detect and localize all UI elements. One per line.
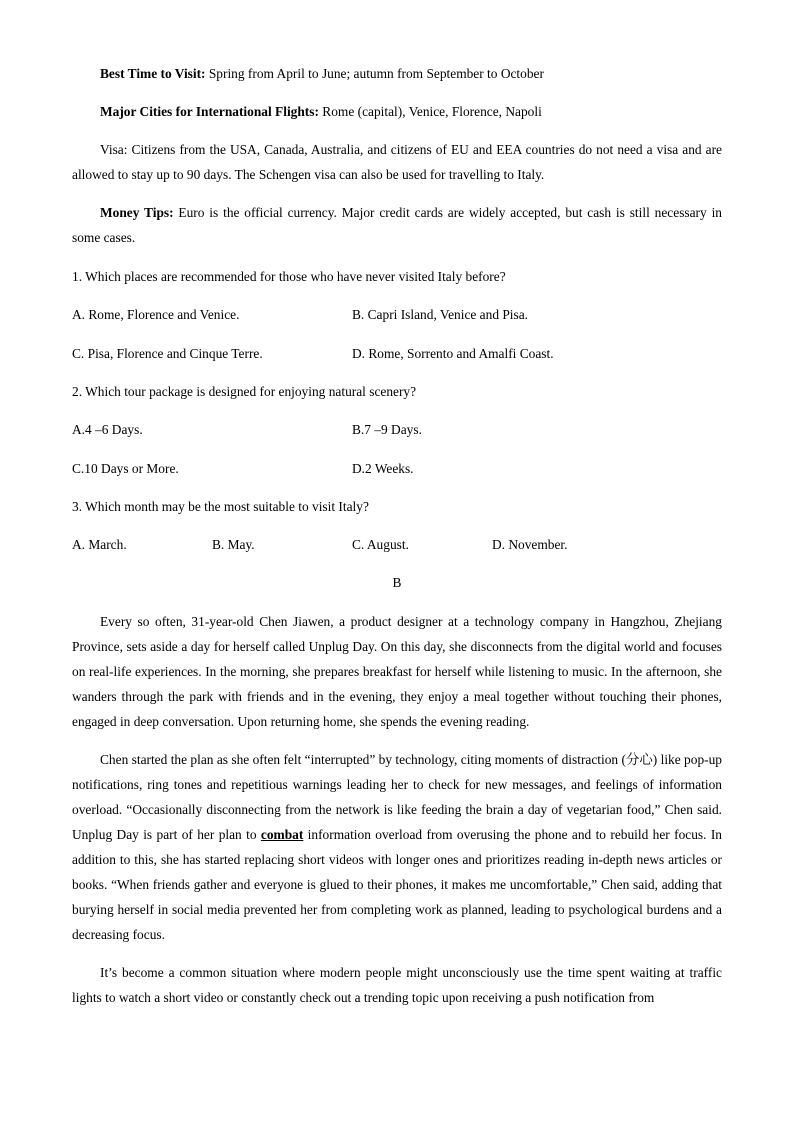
best-time-label: Best Time to Visit: [100,66,206,81]
q2-option-d: D.2 Weeks. [352,461,414,476]
question-2-options-row-2 [72,456,722,481]
visa-paragraph: Visa: Citizens from the USA, Canada, Australia, and citizens of EU and EEA countries do not need a visa and are allowed to stay up to 90 days. The Schengen visa can also be used for travelling to Italy. [72,142,722,182]
keyword-combat: combat [260,827,304,842]
section-b-paragraph-2 [72,747,722,947]
cities-line [72,99,722,124]
money-paragraph [72,200,722,250]
q1-option-a: A. Rome, Florence and Venice. [72,307,240,322]
q2-option-a: A.4 –6 Days. [72,422,143,437]
q2-option-c: C.10 Days or More. [72,461,179,476]
section-b-heading: B [392,575,402,590]
best-time-line [72,61,722,86]
q3-option-b: B. May. [212,537,255,552]
q3-option-d: D. November. [492,537,568,552]
question-2-options-row-1 [72,417,722,442]
q1-option-b: B. Capri Island, Venice and Pisa. [352,307,529,322]
q2-option-b: B.7 –9 Days. [352,422,422,437]
p2-before-text: Chen started the plan as she often felt “interrupted” by technology, citing moments of distraction (分心) like pop-up notifications, ring tones and repetitious warnings leading her to check for new messages, and feelings of information overload. “Occasionally disconnecting from the network is like feeding the brain a day of vegetarian food,” Chen said. Unplug Day is part of her plan to [72,752,722,842]
question-3-options-row [72,532,722,557]
cities-label: Major Cities for International Flights: [100,104,319,119]
q3-option-a: A. March. [72,537,127,552]
section-b-paragraph-1: Every so often, 31-year-old Chen Jiawen, a product designer at a technology company in Hangzhou, Zhejiang Province, sets aside a day for herself called Unplug Day. On this day, she disconnects from the digital world and focuses on real-life experiences. In the morning, she prepares breakfast for herself while listening to music. In the afternoon, she wanders through the park with friends and in the evening, they enjoy a meal together without touching their phones, engaged in deep conversation. Upon returning home, she spends the evening reading. [72,614,722,729]
q1-option-d: D. Rome, Sorrento and Amalfi Coast. [352,346,554,361]
money-value: Euro is the official currency. Major credit cards are widely accepted, but cash is still necessary in some cases. [72,205,722,245]
question-1-options-row-2 [72,341,722,366]
question-3-text: 3. Which month may be the most suitable to visit Italy? [72,499,369,514]
question-1-options-row-1 [72,302,722,327]
question-1-text: 1. Which places are recommended for those who have never visited Italy before? [72,269,506,284]
money-label: Money Tips: [100,205,174,220]
cities-value: Rome (capital), Venice, Florence, Napoli [318,104,542,119]
q3-option-c: C. August. [352,537,409,552]
q1-option-c: C. Pisa, Florence and Cinque Terre. [72,346,263,361]
p2-after-text: information overload from overusing the phone and to rebuild her focus. In addition to this, she has started replacing short videos with longer ones and prioritizes reading in-depth news articles or books. “When friends gather and everyone is glued to their phones, it makes me uncomfortable,” Chen said, adding that burying herself in social media prevented her from completing work as planned, leading to psychological burdens and a decreasing focus. [72,827,723,942]
section-b-paragraph-3: It’s become a common situation where modern people might unconsciously use the time spent waiting at traffic lights to watch a short video or constantly check out a trending topic upon receiving a push notification from [72,965,722,1005]
best-time-value: Spring from April to June; autumn from September to October [205,66,544,81]
question-2-text: 2. Which tour package is designed for enjoying natural scenery? [72,384,417,399]
